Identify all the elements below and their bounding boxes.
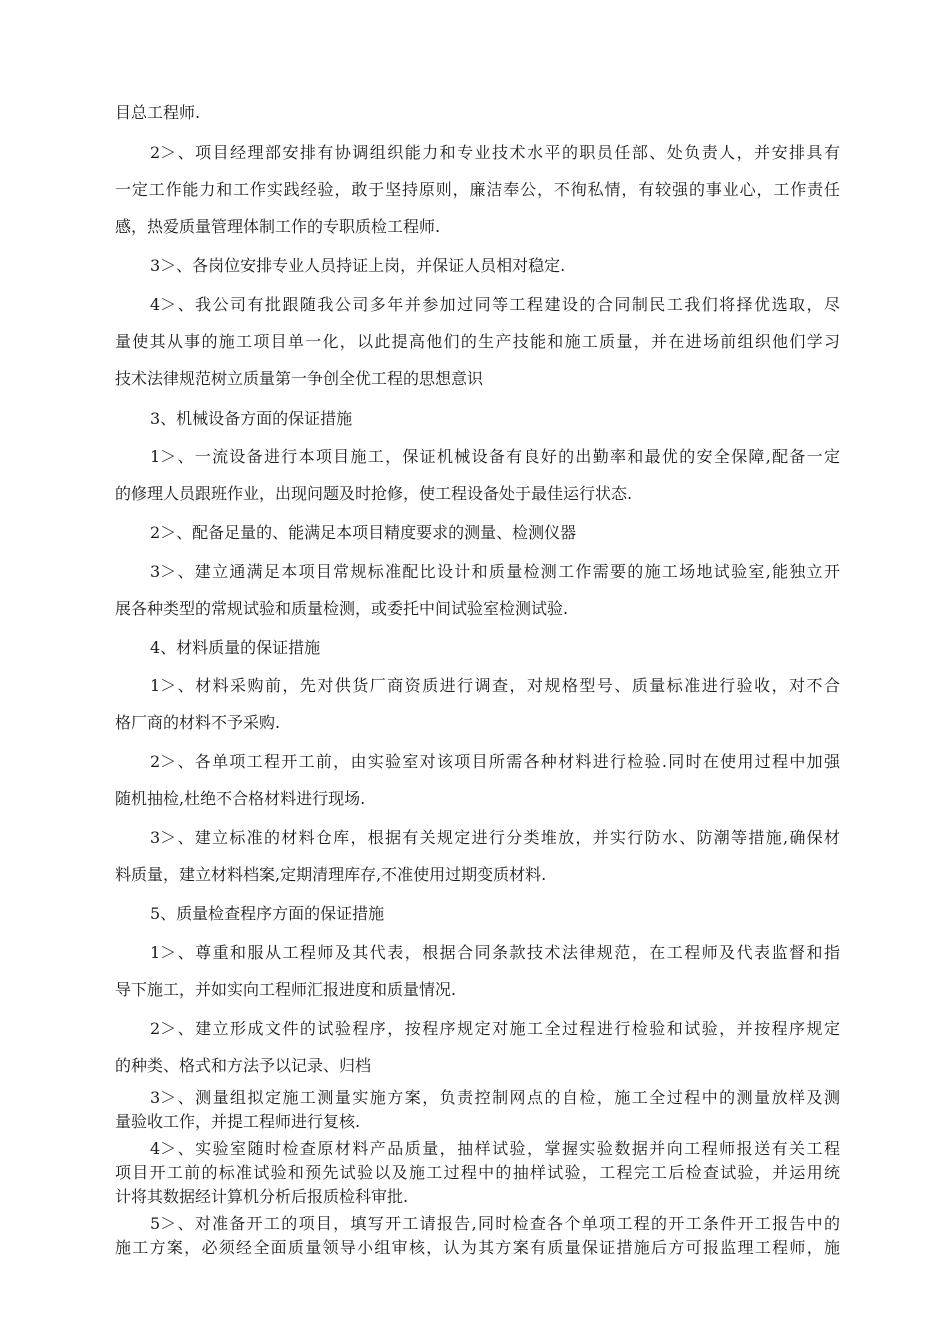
text-line: 料质量，建立材料档案,定期清理库存,不准使用过期变质材料. bbox=[115, 865, 547, 884]
text-line: 1＞、一流设备进行本项目施工，保证机械设备有良好的出勤率和最优的安全保障,配备一定 bbox=[150, 447, 840, 466]
text-line: 量验收工作，并提工程师进行复核. bbox=[115, 1112, 361, 1131]
text-line: 3＞、各岗位安排专业人员持证上岗，并保证人员相对稳定. bbox=[150, 256, 566, 275]
text-line: 的种类、格式和方法予以记录、归档 bbox=[115, 1056, 372, 1075]
text-line: 一定工作能力和工作实践经验，敢于坚持原则，廉洁奉公，不徇私情，有较强的事业心，工作责任 bbox=[115, 180, 840, 199]
text-line: 施工方案，必须经全面质量领导小组审核，认为其方案有质量保证措施后方可报监理工程师，施 bbox=[115, 1238, 840, 1257]
text-line: 1＞、材料采购前，先对供货厂商资质进行调查，对规格型号、质量标准进行验收，对不合 bbox=[150, 676, 840, 695]
text-line: 2＞、建立形成文件的试验程序，按程序规定对施工全过程进行检验和试验，并按程序规定 bbox=[150, 1019, 840, 1038]
text-line: 目总工程师. bbox=[115, 103, 201, 122]
text-line: 的修理人员跟班作业，出现问题及时抢修，使工程设备处于最佳运行状态. bbox=[115, 484, 633, 503]
text-line: 感，热爱质量管理体制工作的专职质检工程师. bbox=[115, 217, 441, 236]
section-heading: 3、机械设备方面的保证措施 bbox=[150, 409, 353, 428]
text-line: 格厂商的材料不予采购. bbox=[115, 713, 281, 732]
text-line: 3＞、测量组拟定施工测量实施方案，负责控制网点的自检，施工全过程中的测量放样及测 bbox=[150, 1088, 840, 1107]
text-line: 1＞、尊重和服从工程师及其代表，根据合同条款技术法律规范，在工程师及代表监督和指 bbox=[150, 943, 840, 962]
text-line: 3＞、建立通满足本项目常规标准配比设计和质量检测工作需要的施工场地试验室,能独立开 bbox=[150, 562, 840, 581]
text-line: 随机抽检,杜绝不合格材料进行现场. bbox=[115, 789, 366, 808]
text-line: 计将其数据经计算机分析后报质检科审批. bbox=[115, 1187, 409, 1206]
text-line: 3＞、建立标准的材料仓库，根据有关规定进行分类堆放，并实行防水、防潮等措施,确保材 bbox=[150, 828, 840, 847]
text-line: 2＞、各单项工程开工前，由实验室对该项目所需各种材料进行检验.同时在使用过程中加强 bbox=[150, 752, 840, 771]
text-line: 导下施工，并如实向工程师汇报进度和质量情况. bbox=[115, 980, 457, 999]
text-line: 2＞、项目经理部安排有协调组织能力和专业技术水平的职员任部、处负责人，并安排具有 bbox=[150, 143, 840, 162]
section-heading: 5、质量检查程序方面的保证措施 bbox=[150, 904, 385, 923]
text-line: 展各种类型的常规试验和质量检测，或委托中间试验室检测试验. bbox=[115, 599, 569, 618]
text-line: 量使其从事的施工项目单一化，以此提高他们的生产技能和施工质量，并在进场前组织他们学习 bbox=[115, 332, 840, 351]
text-line: 项目开工前的标准试验和预先试验以及施工过程中的抽样试验，工程完工后检查试验，并运用统 bbox=[115, 1163, 840, 1182]
text-line: 5＞、对准备开工的项目，填写开工请报告,同时检查各个单项工程的开工条件开工报告中的 bbox=[150, 1214, 840, 1233]
text-line: 4＞、实验室随时检查原材料产品质量，抽样试验，掌握实验数据并向工程师报送有关工程 bbox=[150, 1139, 840, 1158]
text-line: 技术法律规范树立质量第一争创全优工程的思想意识 bbox=[115, 369, 484, 388]
text-line: 2＞、配备足量的、能满足本项目精度要求的测量、检测仪器 bbox=[150, 523, 577, 542]
section-heading: 4、材料质量的保证措施 bbox=[150, 638, 321, 657]
text-line: 4＞、我公司有批跟随我公司多年并参加过同等工程建设的合同制民工我们将择优选取，尽 bbox=[150, 295, 840, 314]
